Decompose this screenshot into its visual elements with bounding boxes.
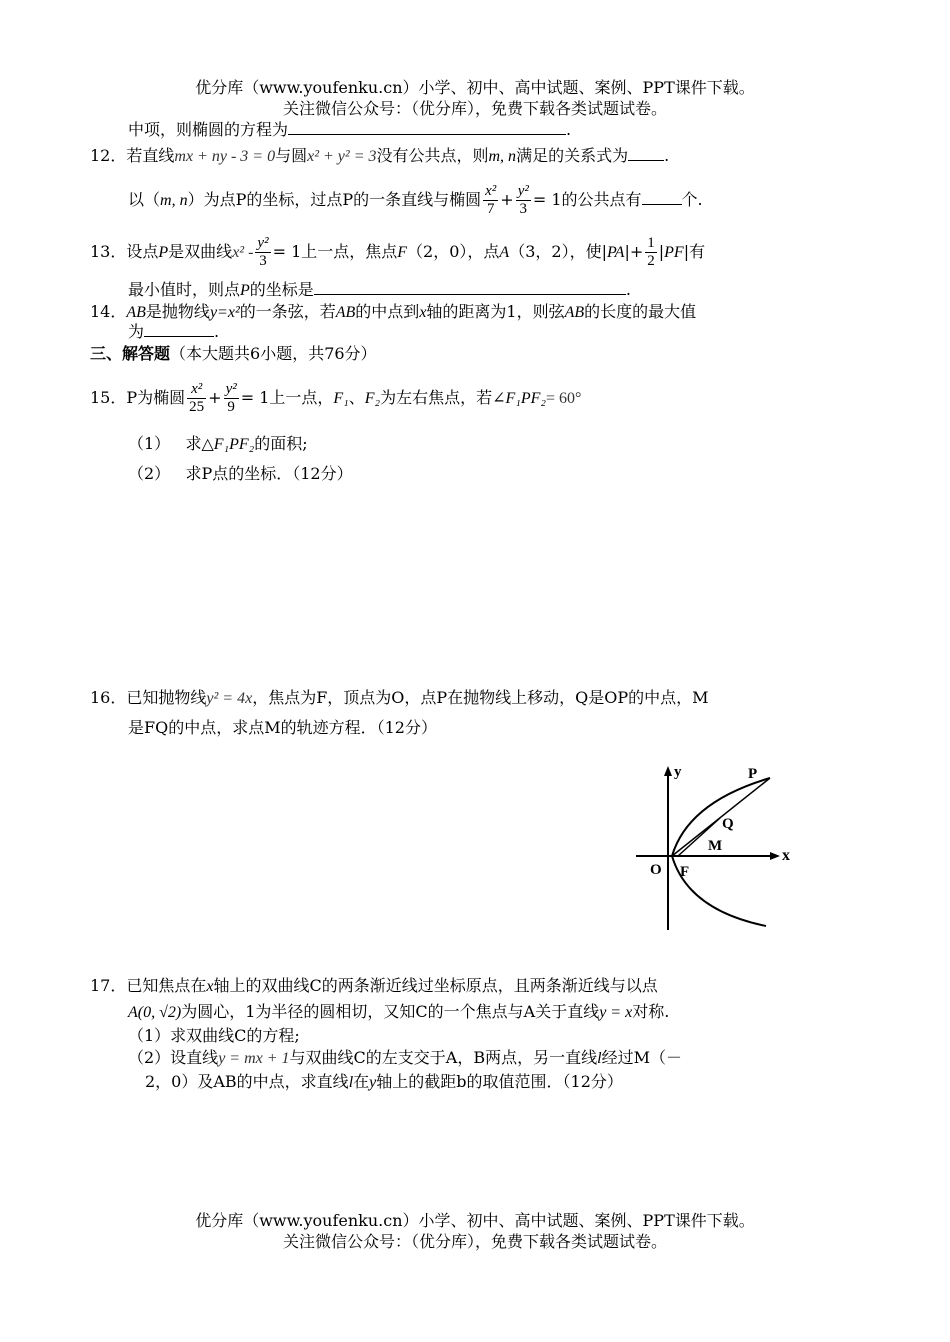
answer-blank [314,280,626,295]
q12-frac-y [516,183,531,218]
q13-text-2: 是双曲线 [168,242,233,261]
frac-num: y² [257,235,269,251]
answer-blank [628,146,664,161]
q15-text-1: P为椭圆 [126,388,186,407]
q16-eq: y² = 4x [206,690,253,707]
q12-text-1: 若直线 [126,146,175,165]
q13-PF: PF [664,244,684,261]
q14-line2-text: 为 [128,322,145,341]
q12-text-5: 以（ [128,190,161,209]
x-axis-arrow [770,852,780,860]
q17-sub2-text-c: 经过M（－ [601,1048,682,1067]
q15-text-2: = 1上一点， [240,388,334,407]
q15-text-3: 为左右焦点，若∠ [380,388,506,407]
q17-l: l [597,1050,602,1067]
q17-text-3: 为圆心，1为半径的圆相切，又知C的一个焦点与A关于直线 [181,1002,600,1021]
q14-line-1 [90,302,696,323]
answer-blank [642,190,682,205]
q12-text-3: 没有公共点，则 [376,146,489,165]
q15-line-1: 15．P为椭圆 $\frac{\text{x²}}{25}$ + $\frac{\text{y²}}{9}$ = 1上一点，F₁、F₂为左右焦点，若∠F₁PF₂= 60° [90,381,582,415]
frac-num: y² [517,183,529,199]
label-Q: Q [722,816,734,832]
frac-num: x² [187,381,206,399]
q17-yx: y = x [599,1004,633,1021]
frac-den: 7 [486,201,495,217]
q12-mn: m, n [160,192,188,209]
q13-F: F [397,244,408,261]
q17-number: 17． [90,976,127,995]
q13-x2: x² - [232,244,254,261]
q12-line-2: 以（m, n）为点P的坐标，过点P的一条直线与椭圆 $\frac{\text{x²}}{7}$ + $\frac{\text{y²}}{3}$ = 1的公共点有 个. [128,183,703,217]
q14-text-1: 是抛物线 [145,302,210,321]
q17-x: x [206,978,214,995]
q16-number: 16． [90,688,127,707]
q12-circle-eq: x² + y² = 3 [307,148,377,165]
q17-sub-2 [128,1048,682,1069]
q15-number: 15． [90,388,127,407]
q15-text-4: = 60° [545,390,582,407]
q14-text-5: 的长度的最大值 [584,302,697,321]
q15-sep: 、 [348,388,365,407]
footer-line-2: 关注微信公众号：（优分库），免费下载各类试题试卷。 [282,1232,667,1251]
q13-line2-text-a: 最小值时，则点 [128,280,241,299]
q14-text-2: 的一条弦，若 [239,302,336,321]
q14-text-4: 轴的距离为1，则弦 [426,302,565,321]
footer-line-1: 优分库（www.youfenku.cn）小学、初中、高中试题、案例、PPT课件下载。 [195,1211,755,1230]
q15-frac-y [224,381,239,416]
q13-text-3: = 1上一点，焦点 [272,242,398,261]
q13-line2-text-b: 的坐标是 [249,280,314,299]
frac-num: y² [225,381,237,397]
q12-text-2: 与圆 [275,146,308,165]
header-line-2: 关注微信公众号：（优分库），免费下载各类试题试卷。 [282,99,667,118]
frac-den: 25 [189,399,205,415]
q16-text-2: ，焦点为F，顶点为O，点P在抛物线上移动，Q是OP的中点，M [252,688,709,707]
q12-number: 12． [90,146,127,165]
frac-den: 9 [227,399,235,415]
q13-P: P [158,244,169,261]
q15-sub2-text: 求P点的坐标．（12分） [185,464,353,483]
q17-text-4: 对称. [632,1002,670,1021]
q15-frac-x [187,381,206,416]
header-line-1: 优分库（www.youfenku.cn）小学、初中、高中试题、案例、PPT课件下载。 [195,78,755,97]
frac-den: 3 [259,253,267,269]
q17-sub-1: （1）求双曲线C的方程; [128,1026,300,1045]
q14-AB2: AB [335,304,356,321]
q17-sub3-text-b: 在 [353,1072,370,1091]
q15-F1: F₁ [333,390,349,407]
q15-F2: F₂ [364,390,381,407]
q12-vars: m, n [488,148,517,165]
q17-sub3-text-a: 2，0）及AB的中点，求直线 [145,1072,349,1091]
q16-line-1 [90,688,709,709]
q16-line-2: 是FQ的中点，求点M的轨迹方程．（12分） [128,718,437,737]
q17-line-1 [90,976,658,997]
section-3-note: （本大题共6小题，共76分） [170,344,377,363]
q13-text-1: 设点 [126,242,159,261]
q15-sub1-text-a: 求△ [185,434,214,453]
q11-tail-text: 中项，则椭圆的方程为 [128,120,289,139]
frac-num: x² [485,183,497,199]
q13-line-1 [90,232,705,273]
label-O: O [650,862,662,878]
q13-PA: PA [606,244,625,261]
q15-sub1-triangle: F₁PF₂ [213,436,255,453]
q12-line-eq: mx + ny - 3 = 0 [174,148,276,165]
frac-den: 2 [647,253,655,269]
q17-text-1: 已知焦点在 [126,976,207,995]
label-x: x [782,847,790,864]
q13-text-8: |有 [683,242,706,261]
label-P: P [748,766,758,782]
q14-line-2: 为 . [128,322,220,341]
label-M: M [708,838,723,854]
q13-text-6: |+ [624,242,644,261]
q13-line2-P: P [240,282,250,299]
q14-AB3: AB [564,304,585,321]
q12-text-7: = 1的公共点有 [532,190,642,209]
answer-blank [144,322,214,337]
q14-number: 14． [90,302,127,321]
y-axis-arrow [664,766,672,776]
q17-sub-2-cont [145,1072,623,1093]
answer-blank [288,120,566,135]
q16-text-1: 已知抛物线 [126,688,207,707]
q17-sub2-text-a: （2）设直线 [128,1048,219,1067]
q14-eq: y=x² [209,304,240,321]
q12-frac-x [483,183,498,218]
q15-sub-1 [128,434,308,455]
label-y: y [674,764,682,780]
frac-num: 1 [647,235,655,251]
section-3-heading [90,344,377,364]
q14-x: x [419,304,427,321]
q15-sub1-text-b: 的面积; [254,434,308,453]
parabola-figure [628,762,808,932]
q13-text-7: | [658,242,665,261]
q17-sub3-text-c: 轴上的截距b的取值范围．（12分） [376,1072,623,1091]
q14-text-3: 的中点到 [355,302,420,321]
q13-number: 13． [90,242,127,261]
q14-AB: AB [126,304,146,321]
q15-sub-2 [128,464,353,484]
q11-tail: 中项，则椭圆的方程为 . [128,120,572,139]
label-F: F [680,864,690,880]
q13-A: A [499,244,510,261]
q13-text-5: （3，2），使| [509,242,607,261]
q17-l2: l [348,1074,354,1091]
q17-y: y [369,1074,377,1091]
q17-text-2: 轴上的双曲线C的两条渐近线过坐标原点，且两条渐近线与以点 [213,976,658,995]
frac-den: 3 [519,201,528,217]
q17-sub2-eq: y = mx + 1 [218,1050,290,1067]
q13-line-2: 最小值时，则点P的坐标是 . [128,280,631,299]
q12-text-6: ）为点P的坐标，过点P的一条直线与椭圆 [187,190,482,209]
q13-frac-y [255,235,270,270]
q17-sub2-text-b: 与双曲线C的左支交于A，B两点，另一直线 [289,1048,598,1067]
q17-A: A(0, √2) [128,1004,182,1021]
q15-sub1-label: （1） [128,434,171,453]
q17-line-2 [128,1002,669,1023]
q12-line-1: 12．若直线mx + ny - 3 = 0与圆x² + y² = 3没有公共点，则m, n满足的关系式为 . [90,146,670,165]
q15-sub2-label: （2） [128,464,171,483]
q15-angle: F₁PF₂ [505,390,546,407]
section-3-title: 三、解答题 [90,344,171,363]
q12-text-4: 满足的关系式为 [516,146,629,165]
q12-text-8: 个. [681,190,703,209]
q13-text-4: （2，0），点 [407,242,500,261]
q13-frac-half [645,235,657,270]
